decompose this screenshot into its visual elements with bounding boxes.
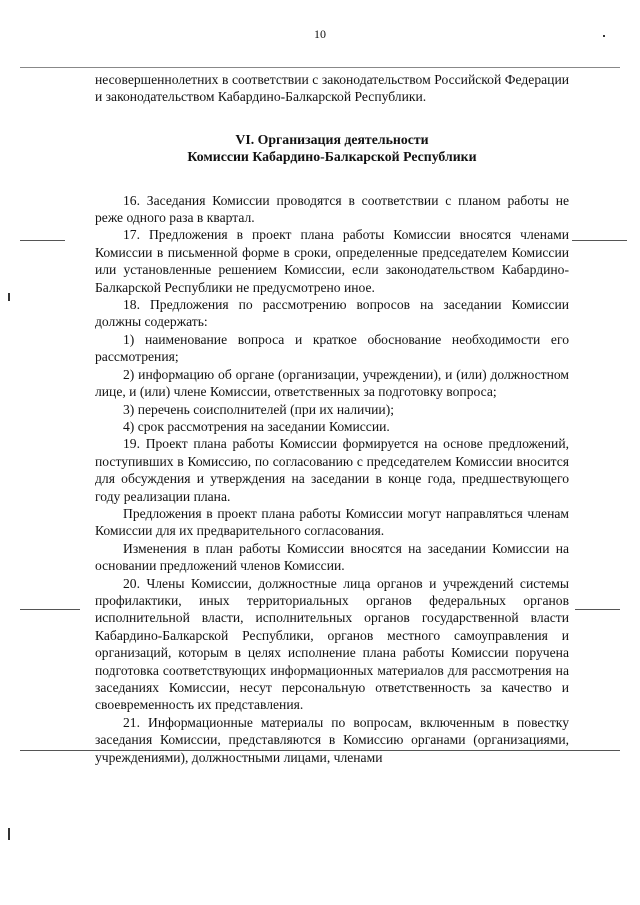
paragraph-19-proposals: Предложения в проект плана работы Комиссии могут направляться членам Комиссии для их предварительного согласования. bbox=[95, 505, 569, 539]
list-item-2: 2) информацию об органе (организации, учреждении), и (или) должностном лице, и (или) члене Комиссии, ответственных за подготовку вопроса; bbox=[95, 366, 569, 400]
list-item-4: 4) срок рассмотрения на заседании Комиссии. bbox=[123, 418, 390, 434]
scan-line-mid-right bbox=[572, 240, 627, 241]
list-item-3: 3) перечень соисполнителей (при их наличии); bbox=[123, 401, 395, 417]
page-number: 10 bbox=[314, 27, 326, 41]
document-body bbox=[95, 71, 569, 766]
scan-line-mid-left bbox=[20, 240, 65, 241]
section-heading-line2: Комиссии Кабардино-Балкарской Республики bbox=[187, 149, 477, 165]
list-item-1: 1) наименование вопроса и краткое обоснование необходимости его рассмотрения; bbox=[95, 331, 569, 365]
paragraph-18: 18. Предложения по рассмотрению вопросов на заседании Комиссии должны содержать: bbox=[95, 297, 569, 330]
scan-dot-right bbox=[603, 35, 605, 37]
paragraph-16: 16. Заседания Комиссии проводятся в соответствии с планом работы не реже одного раза в квартал. bbox=[95, 192, 569, 226]
section-heading bbox=[95, 131, 569, 166]
paragraph-17: 17. Предложения в проект плана работы Комиссии вносятся членами Комиссии в письменной форме в сроки, определенные председателем Комиссии или установленные решением Комиссии, если законодательством Кабардино-Балкарской Республики не предусмотрено иное. bbox=[95, 227, 569, 295]
scan-line-lower-left bbox=[20, 609, 80, 610]
scan-dot-left-bottom bbox=[8, 828, 10, 840]
scan-dot-left bbox=[8, 293, 10, 301]
section-heading-line1: VI. Организация деятельности bbox=[235, 131, 429, 147]
paragraph-19-changes: Изменения в план работы Комиссии вносятся на заседании Комиссии на основании предложений членов Комиссии. bbox=[95, 540, 569, 574]
paragraph-21: 21. Информационные материалы по вопросам, включенным в повестку заседания Комиссии, представляются в Комиссию органами (организациями, учреждениями), должностными лицами, членами bbox=[95, 714, 569, 765]
paragraph-19: 19. Проект плана работы Комиссии формируется на основе предложений, поступивших в Комиссию, по согласованию с председателем Комиссии вносится для обсуждения и утверждения на заседании в конце года, предшествующего году реализации плана. bbox=[95, 436, 569, 504]
scan-line-top bbox=[20, 67, 620, 68]
paragraph-continuation: несовершеннолетних в соответствии с законодательством Российской Федерации и законодательством Кабардино-Балкарской Республики. bbox=[95, 72, 569, 105]
paragraph-20: 20. Члены Комиссии, должностные лица органов и учреждений системы профилактики, иных территориальных органов федеральных органов исполнительной власти, исполнительных органов государственной власти Кабардино-Балкарской Республики, органов местного самоуправления и организаций, которым в целях исполнение плана работы Комиссии поручена подготовка соответствующих информационных материалов для рассмотрения на заседаниях Комиссии, несут персональную ответственность за качество и своевременность их представления. bbox=[95, 575, 569, 713]
scan-line-lower-right bbox=[575, 609, 620, 610]
